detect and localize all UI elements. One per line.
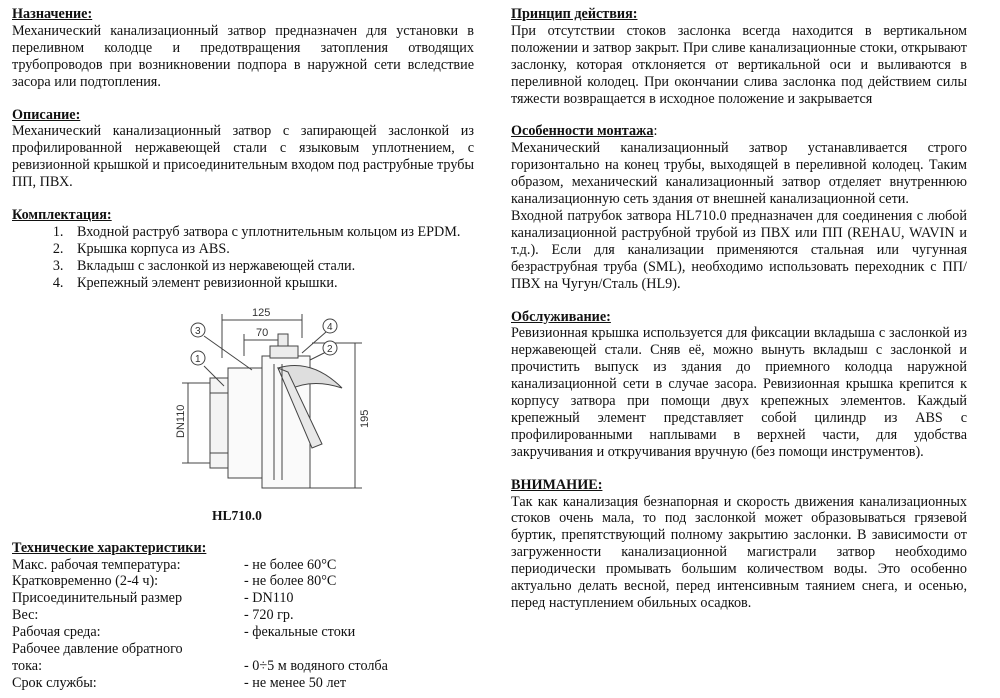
dim-125-label: 125 — [252, 306, 271, 319]
mounting-section — [511, 123, 967, 292]
kit-item: 2. Крышка корпуса из ABS. — [67, 241, 474, 258]
service-heading: Обслуживание: — [511, 308, 611, 325]
kit-item: 3. Вкладыш с заслонкой из нержавеющей стали. — [67, 258, 474, 275]
spec-row — [12, 624, 474, 641]
spec-row — [12, 641, 474, 658]
valve-drawing — [12, 298, 474, 503]
kit-heading: Комплектация: — [12, 207, 112, 224]
spec-value: - не менее 50 лет — [244, 674, 347, 691]
callout-label: 3 — [195, 325, 201, 337]
dim-70-label: 70 — [256, 326, 269, 339]
mounting-text-2: Входной патрубок затвора HL710.0 предназначен для соединения с любой канализационной раструбной трубой из ПВХ или ПП (REHAU, WAVIN и т.д.). Если для канализации применяются стальная или чугунная безраструбная труба (SML), необходимо использовать переходник с ПП/ПВХ на Чугун/Сталь (HL9). — [511, 207, 967, 292]
description-text: Механический канализационный затвор с запирающей заслонкой из профилированной нержавеющей стали с языковым уплотнением, с ревизионной крышкой и присоединительным входом под раструбные трубы ПП, ПВХ. — [12, 123, 474, 191]
spec-label: Рабочее давление обратного — [12, 641, 183, 658]
dim-195-label: 195 — [359, 409, 371, 428]
attention-section — [511, 477, 967, 612]
purpose-heading: Назначение: — [12, 6, 93, 22]
spec-value: - 720 гр. — [244, 607, 294, 624]
kit-item: 1. Входной раструб затвора с уплотнительным кольцом из EPDM. — [67, 224, 474, 241]
right-column — [511, 6, 967, 628]
attention-text: Так как канализация безнапорная и скорость движения канализационных стоков очень мала, то под заслонкой может образовываться грязевой буртик, препятствующий полному закрытию заслонки. В зависимости от загруженности канализационной магистрали затвор необходимо периодически промывать большим количеством воды. Это особенно актуально делать весной, перед интенсивным таянием снега, и осенью, перед наступлением обильных осадков. — [511, 493, 967, 611]
description-heading: Описание: — [12, 106, 81, 123]
mounting-heading: Особенности монтажа — [511, 123, 654, 140]
technical-drawing — [12, 298, 474, 523]
spec-row — [12, 573, 474, 590]
spec-label: Срок службы: — [12, 674, 97, 691]
principle-section — [511, 6, 967, 107]
spec-row — [12, 675, 474, 692]
spec-label: Макс. рабочая температура: — [12, 556, 181, 573]
spec-row — [12, 607, 474, 624]
service-section — [511, 309, 967, 461]
spec-label: Присоединительный размер — [12, 590, 183, 607]
service-text: Ревизионная крышка используется для фиксации вкладыша с заслонкой из нержавеющей стали. Сняв её, можно вынуть вкладыш с заслонкой и прочистить выпуск из здания до приемного колодца наружной канализационной сети в случае засора. Ревизионная крышка крепится к корпусу затвора при помощи двух крепежных элементов. Каждый крепежный элемент представляет собой цилиндр из ABS с профилированными наплывами в верхней части, для удобства закручивания и откручивания вручную (без помощи инструментов). — [511, 325, 967, 460]
spec-row — [12, 590, 474, 607]
callout-label: 1 — [195, 353, 201, 365]
specs-section — [12, 540, 474, 692]
mounting-heading-line — [511, 123, 967, 140]
callout-label: 4 — [327, 321, 333, 333]
spec-row — [12, 658, 474, 675]
spec-value: - фекальные стоки — [244, 624, 356, 641]
spec-value — [244, 641, 474, 658]
dim-dn110-label: DN110 — [175, 404, 187, 438]
spec-value: - 0÷5 м водяного столба — [244, 657, 388, 674]
spec-value: - DN110 — [244, 590, 294, 607]
kit-section — [12, 207, 474, 292]
description-section — [12, 107, 474, 192]
purpose-text: Механический канализационный затвор предназначен для установки в переливном колодце и предотвращения затопления отводящих трубопроводов при возникновении подпора в наружной сети вследствие засора или подтопления. — [12, 22, 474, 90]
spec-value: - не более 80°С — [244, 573, 337, 590]
spec-label: тока: — [12, 657, 43, 674]
mounting-text: Механический канализационный затвор устанавливается строго горизонтально на конец трубы, выходящей в переливной колодец. Таким образом, механический канализационный затвор отделяет внутреннюю канализационную сеть здания от внешней канализационной сети. — [511, 140, 967, 208]
spec-value: - не более 60°С — [244, 556, 337, 573]
principle-text: При отсутствии стоков заслонка всегда находится в вертикальном положении и затвор закрыт. При сливе канализационные стоки, открывают заслонку, которая отклоняется от вертикальной оси и выливаются в переливной колодец. При окончании слива заслонка под действием силы тяжести возвращается в исходное положение и закрывается — [511, 22, 967, 107]
figure-caption: HL710.0 — [212, 507, 262, 523]
specs-heading: Технические характеристики: — [12, 539, 207, 556]
attention-heading: ВНИМАНИЕ: — [511, 476, 603, 493]
callout-label: 2 — [327, 343, 333, 355]
kit-list — [12, 224, 474, 292]
kit-item: 4. Крепежный элемент ревизионной крышки. — [67, 275, 474, 292]
spec-label: Рабочая среда: — [12, 624, 101, 641]
left-column — [12, 6, 474, 692]
mounting-heading-colon: : — [653, 123, 658, 140]
spec-label: Кратковременно (2-4 ч): — [12, 573, 159, 590]
principle-heading: Принцип действия: — [511, 6, 638, 22]
spec-label: Вес: — [12, 607, 39, 624]
spec-row — [12, 557, 474, 574]
purpose-section — [12, 6, 474, 91]
